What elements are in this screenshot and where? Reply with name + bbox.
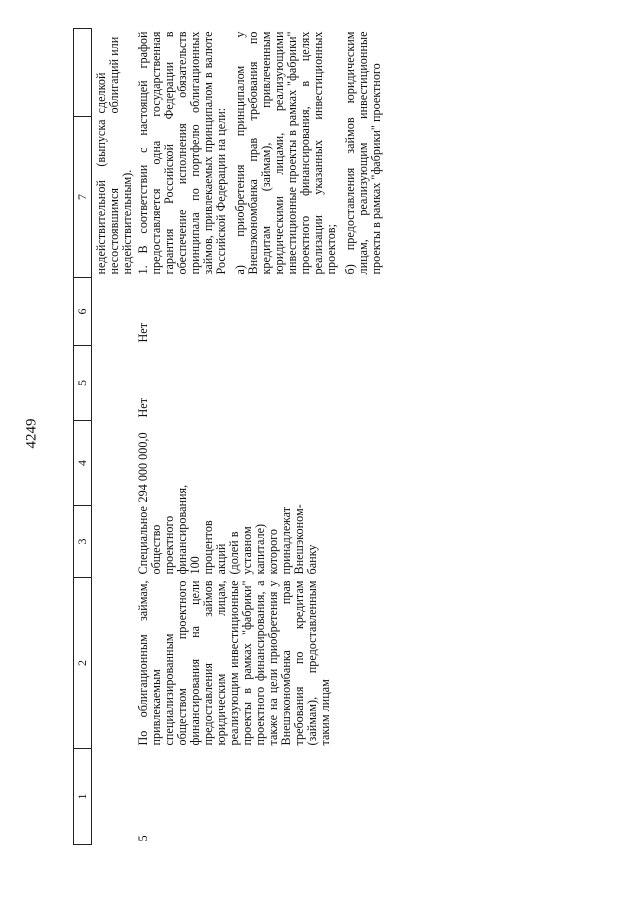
continuation-text-col7: недействительной (выпуска несостоявшимся недействительным). xyxy=(94,119,134,275)
header-col-5: 5 xyxy=(74,346,92,421)
table-row xyxy=(134,29,383,845)
header-col-2: 2 xyxy=(74,578,92,749)
header-col-1: 1 xyxy=(74,749,92,845)
header-col-8 xyxy=(74,29,92,117)
row-description: По облигационным займам, привлекаемым специализированным обществом проектного финансирования на цели предоставления займов юридическим лицам, реализующим инвестиционные проекты в рамках "фабрики" проектного финансирования, а также на цели приобретения у Внешэкономбанка прав требования по кредитам (займам), предоставленным таким лицам xyxy=(136,580,332,746)
row-col6-value: Нет xyxy=(136,322,150,343)
rotated-table-page xyxy=(73,25,573,845)
header-col-6: 6 xyxy=(74,278,92,346)
row-col5-value: Нет xyxy=(136,397,150,418)
header-col-7: 7 xyxy=(74,117,92,278)
row-conditions xyxy=(134,29,383,278)
continuation-text-col8: сделкой облигаций или xyxy=(94,36,121,114)
row-number: 5 xyxy=(136,835,150,842)
header-col-4: 4 xyxy=(74,421,92,506)
header-col-3: 3 xyxy=(74,506,92,578)
guarantee-table xyxy=(73,28,383,845)
column-number-header xyxy=(74,29,92,845)
row-amount: 294 000 000,0 xyxy=(136,432,150,503)
row-principal: Специальное общество проектного финансирования, 100 процентов акций (долей в уставном капитале) которого принадлежат Внешэконом-банку xyxy=(136,484,319,575)
condition-paragraph-b: б) предоставления займов юридическим лицам, реализующим инвестиционные проекты в рамках "фабрики" проектного xyxy=(343,31,383,275)
condition-paragraph-a: а) приобретения принципалом у Внешэкономбанка прав требования по кредитам (займам), привлеченным юридическими лицами, реализующими инвестиционные проекты в рамках "фабрики" проектного финансирования, в целях реализации указанных инвестиционных проектов; xyxy=(233,31,338,275)
continuation-row xyxy=(92,29,135,845)
page-number: 4249 xyxy=(23,418,40,449)
condition-paragraph-1: 1. В соответствии с настоящей графой предоставляется одна государственная гарантия Российской Федерации в обеспечение исполнения обязательств принципала по портфелю облигационных займов, привлекаемых принципалом в валюте Российской Федерации на цели: xyxy=(136,31,228,275)
